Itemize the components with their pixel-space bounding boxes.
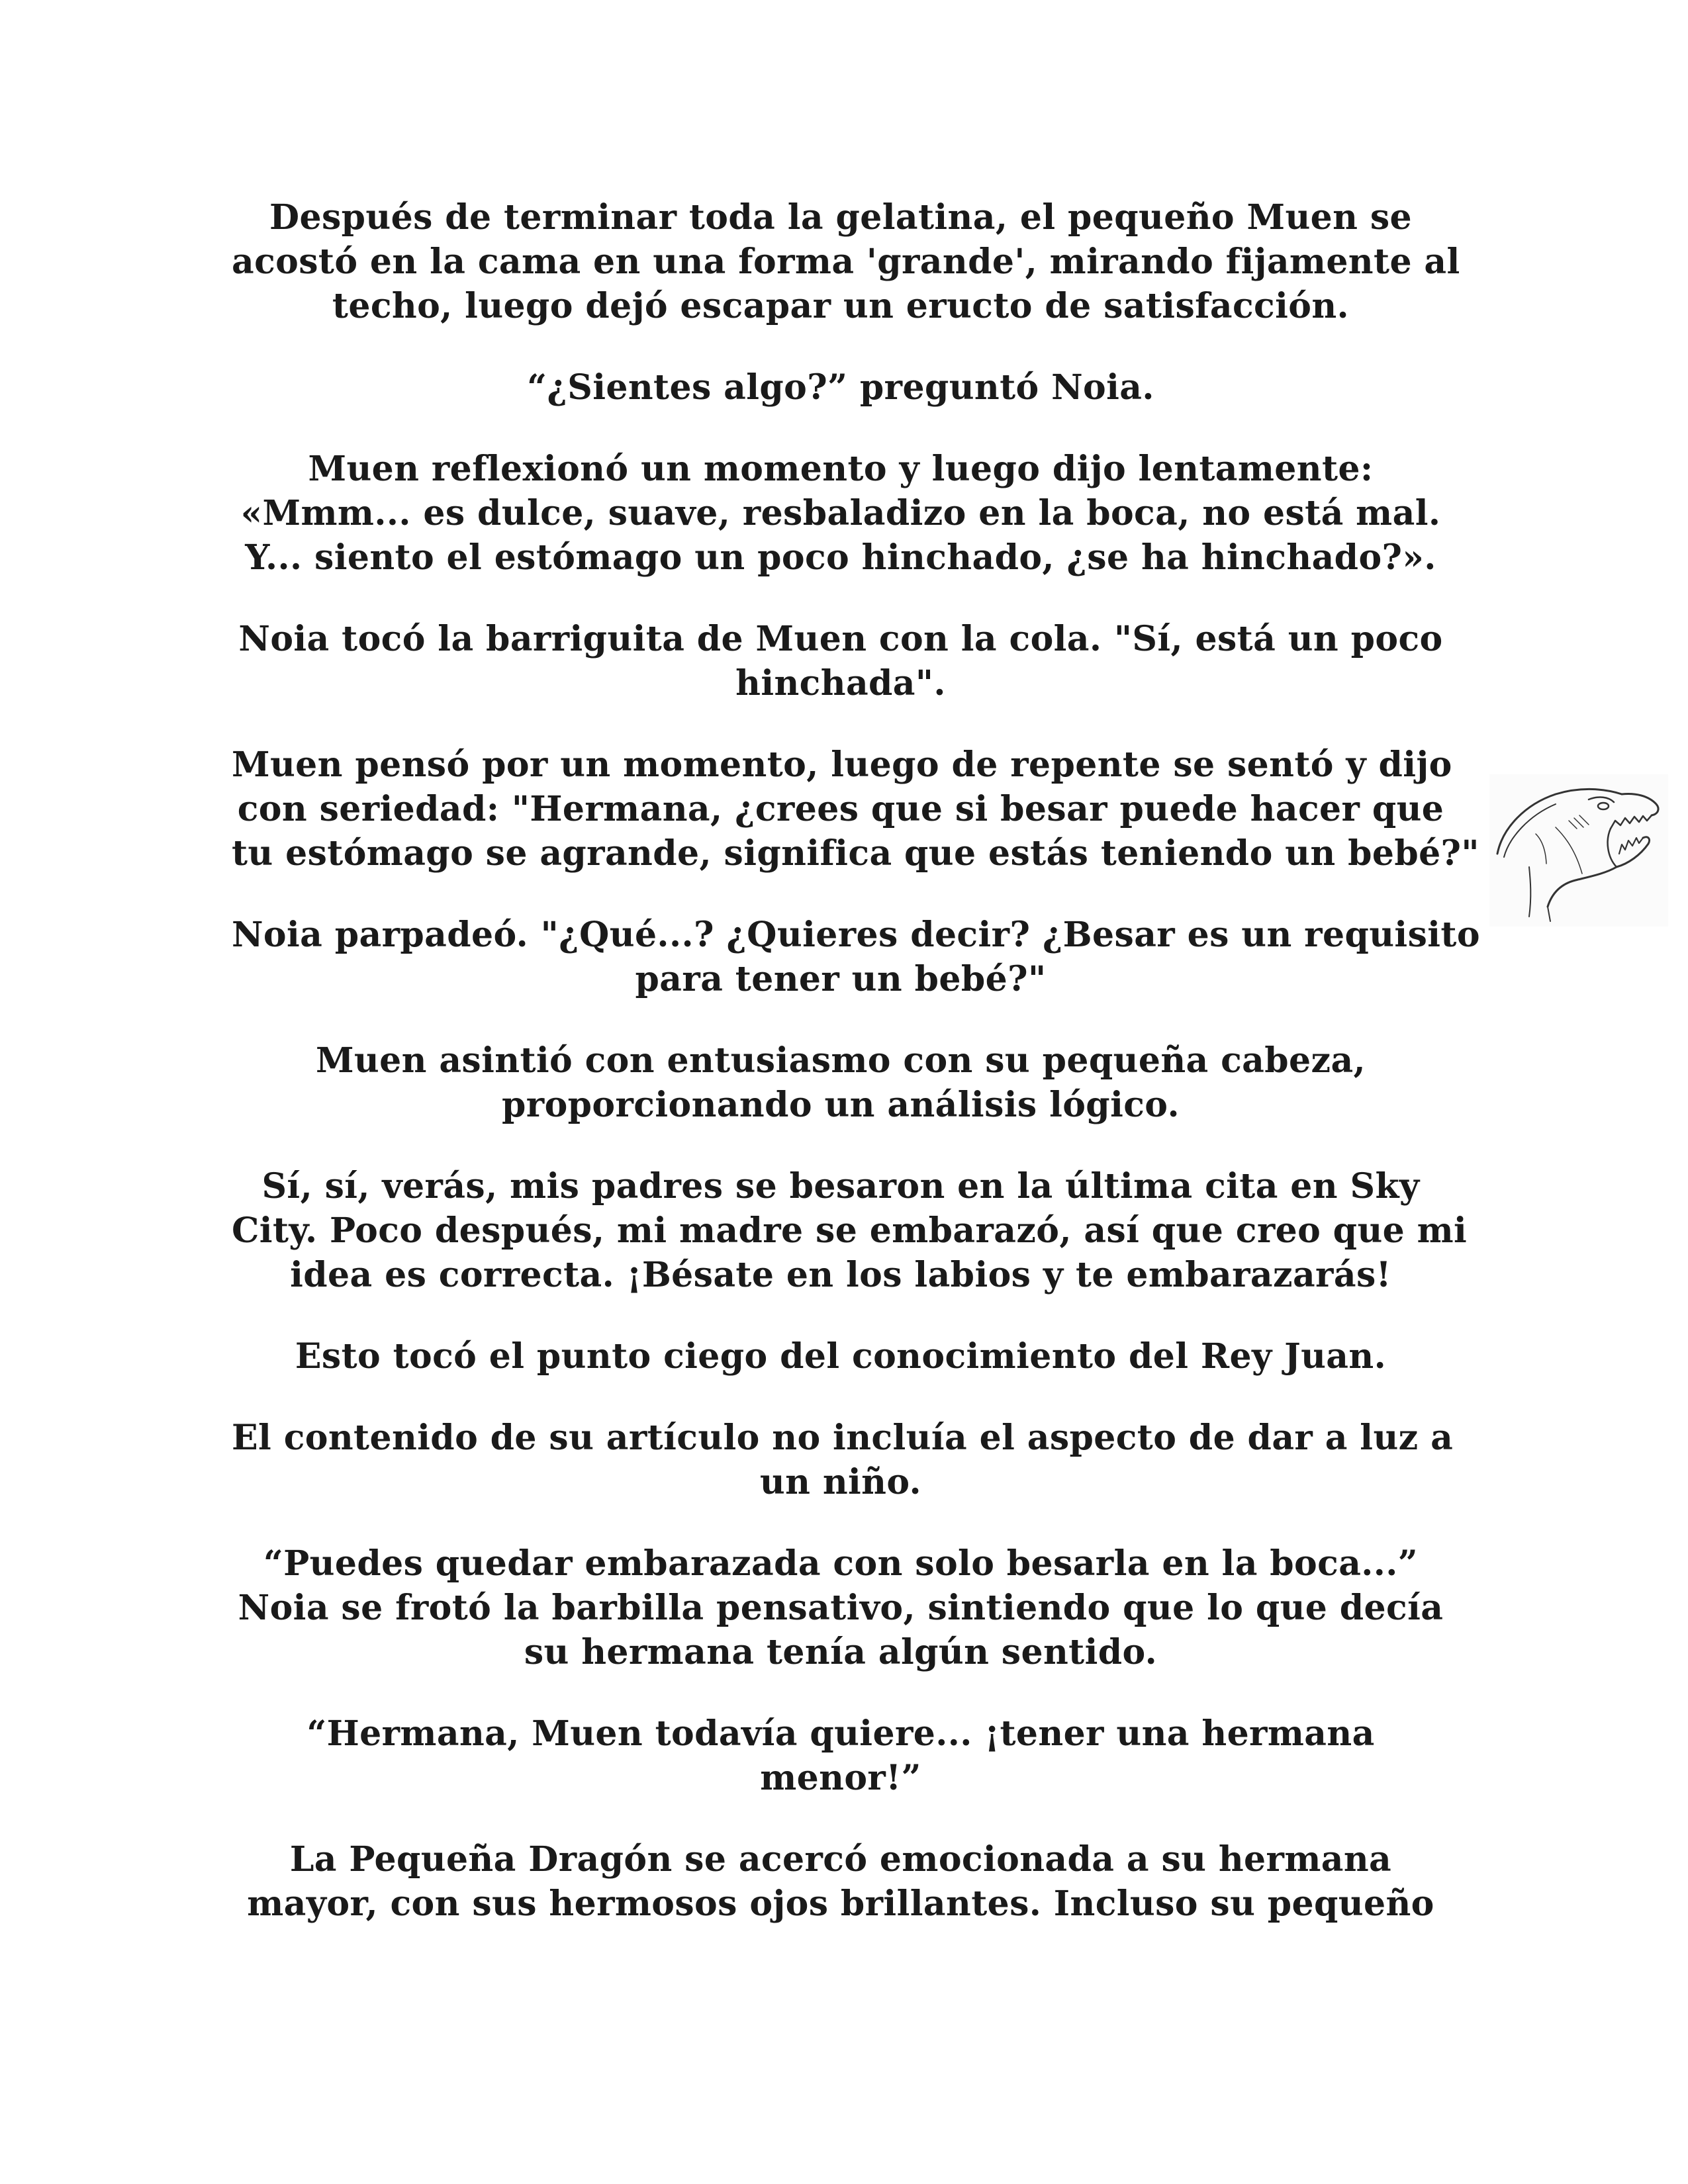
paragraph-11 xyxy=(232,1541,1450,1674)
text-line: Muen pensó por un momento, luego de repente se sentó y dijo xyxy=(232,745,1452,785)
text-line: City. Poco después, mi madre se embarazó, así que creo que mi xyxy=(232,1210,1468,1251)
text-line: Noia parpadeó. "¿Qué...? ¿Quieres decir? ¿Besar es un requisito xyxy=(232,915,1480,955)
text-line: “¿Sientes algo?” preguntó Noia. xyxy=(527,367,1154,408)
paragraph-9 xyxy=(232,1334,1450,1379)
text-line: Y... siento el estómago un poco hinchado, ¿se ha hinchado?». xyxy=(245,537,1436,578)
text-line: mayor, con sus hermosos ojos brillantes. Incluso su pequeño xyxy=(247,1884,1434,1924)
text-line: techo, luego dejó escapar un eructo de satisfacción. xyxy=(332,286,1350,326)
text-line: “Hermana, Muen todavía quiere... ¡tener una hermana xyxy=(306,1713,1375,1754)
paragraph-5 xyxy=(232,743,1479,876)
story-text xyxy=(232,195,1480,1963)
paragraph-3 xyxy=(232,447,1450,580)
paragraph-8 xyxy=(232,1164,1468,1297)
text-line: Noia tocó la barriguita de Muen con la cola. "Sí, está un poco xyxy=(238,619,1443,659)
text-line: «Mmm... es dulce, suave, resbaladizo en la boca, no está mal. xyxy=(240,493,1441,533)
text-line: hinchada". xyxy=(735,663,946,704)
text-line: menor!” xyxy=(760,1758,921,1798)
paragraph-4 xyxy=(232,617,1450,705)
paragraph-13 xyxy=(232,1837,1450,1926)
paragraph-10 xyxy=(232,1416,1454,1504)
text-line: Después de terminar toda la gelatina, el pequeño Muen se xyxy=(269,197,1413,238)
text-line: proporcionando un análisis lógico. xyxy=(502,1085,1180,1125)
text-line: Sí, sí, verás, mis padres se besaron en la última cita en Sky xyxy=(261,1166,1420,1206)
text-line: con seriedad: "Hermana, ¿crees que si besar puede hacer que xyxy=(237,789,1444,829)
text-line: para tener un bebé?" xyxy=(635,959,1047,999)
paragraph-12 xyxy=(232,1711,1450,1800)
text-line: acostó en la cama en una forma 'grande', mirando fijamente al xyxy=(232,242,1460,282)
paragraph-7 xyxy=(232,1038,1450,1127)
paragraph-6 xyxy=(232,913,1480,1001)
paragraph-2 xyxy=(232,365,1450,410)
text-line: “Puedes quedar embarazada con solo besarla en la boca...” xyxy=(263,1543,1419,1584)
text-line: su hermana tenía algún sentido. xyxy=(524,1632,1158,1672)
text-line: idea es correcta. ¡Bésate en los labios y te embarazarás! xyxy=(290,1255,1391,1295)
dinosaur-head-sketch-icon xyxy=(1489,774,1668,927)
text-line: El contenido de su artículo no incluía el aspecto de dar a luz a xyxy=(232,1418,1454,1458)
text-line: Muen asintió con entusiasmo con su pequeña cabeza, xyxy=(315,1040,1366,1081)
paragraph-1 xyxy=(232,195,1460,328)
text-line: Esto tocó el punto ciego del conocimiento del Rey Juan. xyxy=(295,1336,1387,1377)
text-line: un niño. xyxy=(759,1462,922,1502)
text-line: Noia se frotó la barbilla pensativo, sintiendo que lo que decía xyxy=(238,1588,1444,1628)
text-line: tu estómago se agrande, significa que estás teniendo un bebé?" xyxy=(232,833,1479,874)
text-line: Muen reflexionó un momento y luego dijo lentamente: xyxy=(308,449,1374,489)
text-line: La Pequeña Dragón se acercó emocionada a su hermana xyxy=(289,1839,1392,1880)
